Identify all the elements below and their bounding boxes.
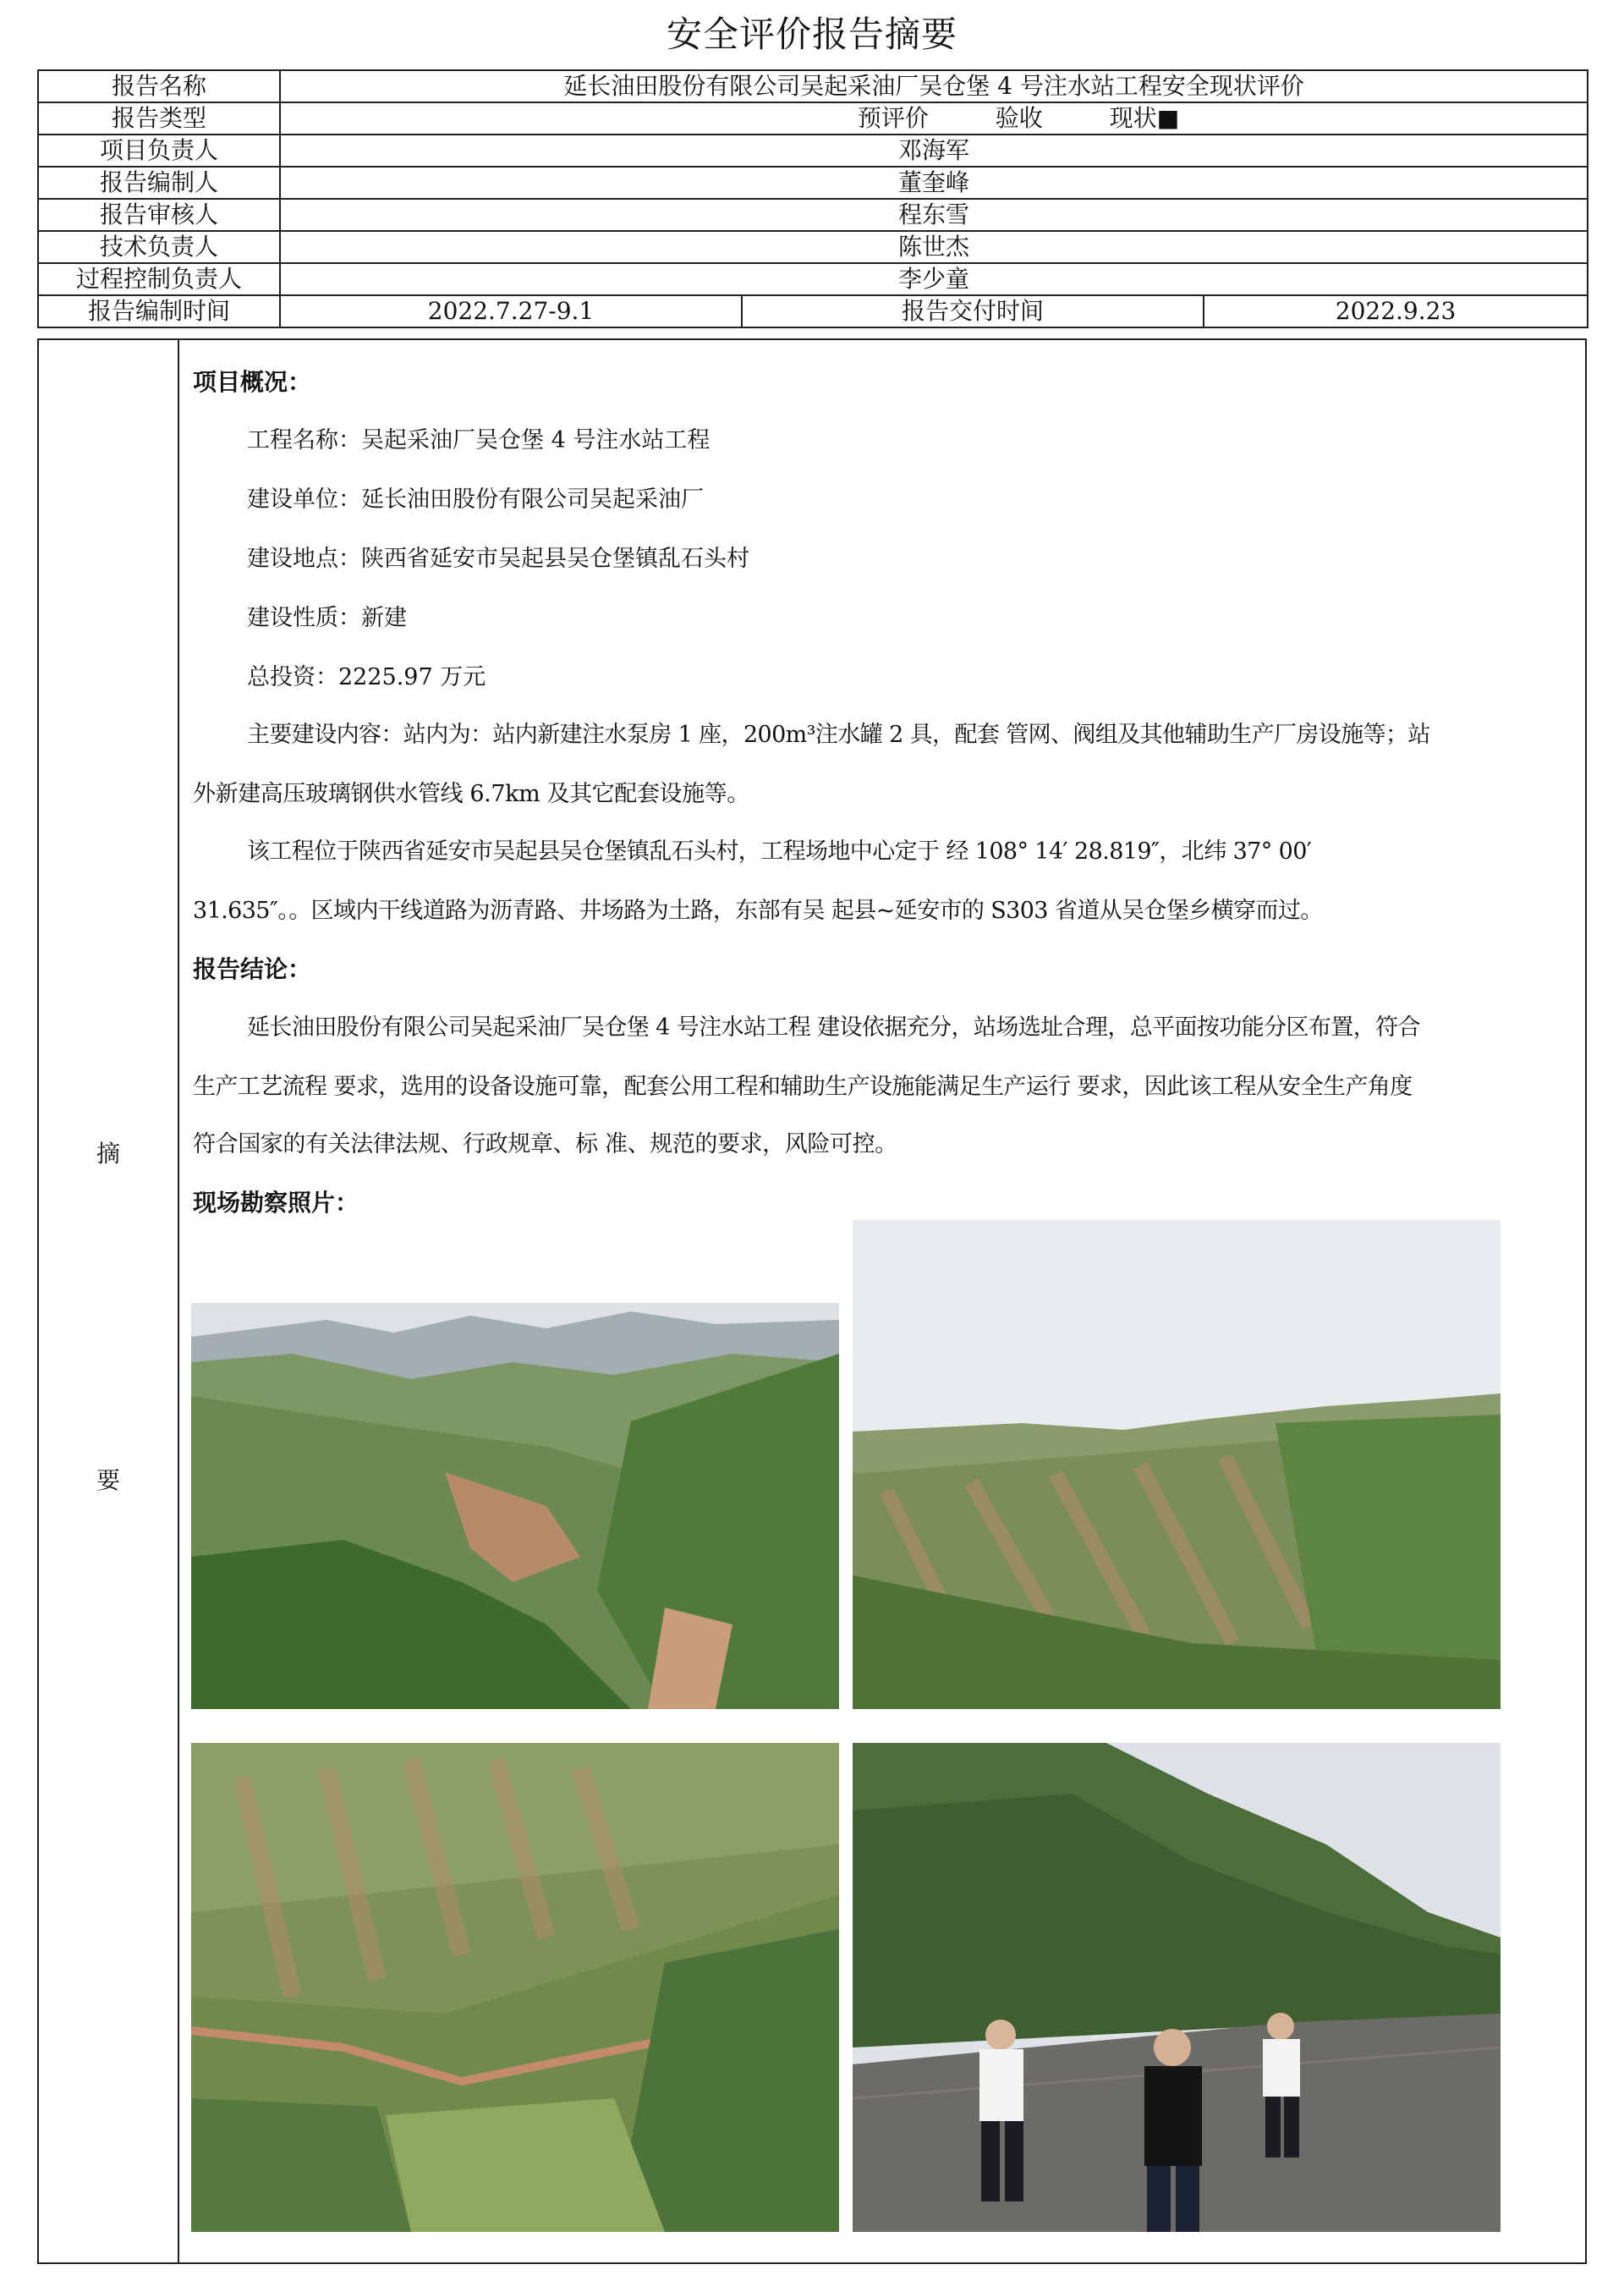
site-photo-slopes <box>191 1743 839 2232</box>
compiler-value: 董奎峰 <box>280 167 1588 199</box>
report-type-label: 报告类型 <box>38 102 280 135</box>
page-title: 安全评价报告摘要 <box>666 14 957 55</box>
type-pre-evaluation: 预评价 <box>857 104 929 132</box>
summary-label-top: 摘 <box>96 1140 120 1168</box>
nature-line: 建设性质：新建 <box>247 605 407 631</box>
delivery-time-label: 报告交付时间 <box>742 295 1204 327</box>
table-row <box>38 102 1588 135</box>
summary-section <box>37 338 1587 2264</box>
location-desc-line-1: 该工程位于陕西省延安市吴起县吴仓堡镇乱石头村，工程场地中心定于 经 108° 14′ 28.819″，北纬 37° 00′ <box>247 838 1312 865</box>
builder-line: 建设单位：延长油田股份有限公司吴起采油厂 <box>247 486 704 513</box>
report-name-label: 报告名称 <box>38 70 280 102</box>
report-info-table <box>37 69 1588 328</box>
conclusion-line-2: 生产工艺流程 要求，选用的设备设施可靠，配套公用工程和辅助生产设施能满足生产运行 要求，因此该工程从安全生产角度 <box>193 1074 1413 1100</box>
project-leader-label: 项目负责人 <box>38 135 280 167</box>
tech-leader-label: 技术负责人 <box>38 231 280 263</box>
tech-leader-value: 陈世杰 <box>280 231 1588 263</box>
conclusion-heading: 报告结论： <box>193 955 312 983</box>
photos-heading: 现场勘察照片： <box>193 1189 359 1217</box>
compile-time-value: 2022.7.27-9.1 <box>280 295 742 327</box>
investment-line: 总投资：2225.97 万元 <box>247 664 486 690</box>
report-type-options <box>280 102 1588 135</box>
table-row <box>38 70 1588 102</box>
compile-time-label: 报告编制时间 <box>38 295 280 327</box>
reviewer-label: 报告审核人 <box>38 199 280 231</box>
table-row <box>38 231 1588 263</box>
construction-content-line-2: 外新建高压玻璃钢供水管线 6.7km 及其它配套设施等。 <box>193 781 749 807</box>
location-line: 建设地点：陕西省延安市吴起县吴仓堡镇乱石头村 <box>247 546 749 572</box>
report-name-value: 延长油田股份有限公司吴起采油厂吴仓堡 4 号注水站工程安全现状评价 <box>280 70 1588 102</box>
delivery-time-value: 2022.9.23 <box>1204 295 1588 327</box>
process-control-value: 李少童 <box>280 263 1588 295</box>
table-row <box>38 263 1588 295</box>
type-current-status: 现状■ <box>1109 104 1180 132</box>
reviewer-value: 程东雪 <box>280 199 1588 231</box>
site-photo-valley <box>191 1303 839 1709</box>
construction-content-line-1: 主要建设内容：站内为：站内新建注水泵房 1 座，200m³注水罐 2 具，配套 管网、阀组及其他辅助生产厂房设施等；站 <box>247 722 1430 748</box>
overview-heading: 项目概况： <box>193 368 312 396</box>
project-leader-value: 邓海军 <box>280 135 1588 167</box>
table-row <box>38 295 1588 327</box>
location-desc-line-2: 31.635″。。区域内干线道路为沥青路、井场路为土路，东部有吴 起县~延安市的 S303 省道从吴仓堡乡横穿而过。 <box>193 898 1323 924</box>
summary-label-bottom: 要 <box>96 1466 120 1494</box>
site-photo-team-on-road <box>853 1743 1501 2232</box>
process-control-label: 过程控制负责人 <box>38 263 280 295</box>
conclusion-line-3: 符合国家的有关法律法规、行政规章、标 准、规范的要求，风险可控。 <box>193 1131 897 1157</box>
table-row <box>38 199 1588 231</box>
table-row <box>38 135 1588 167</box>
column-divider <box>178 340 179 2262</box>
project-name-line: 工程名称：吴起采油厂吴仓堡 4 号注水站工程 <box>247 427 710 453</box>
type-acceptance: 验收 <box>995 104 1043 132</box>
site-photo-hillside <box>853 1220 1501 1709</box>
table-row <box>38 167 1588 199</box>
conclusion-line-1: 延长油田股份有限公司吴起采油厂吴仓堡 4 号注水站工程 建设依据充分，站场选址合理，总平面按功能分区布置，符合 <box>247 1014 1420 1041</box>
compiler-label: 报告编制人 <box>38 167 280 199</box>
